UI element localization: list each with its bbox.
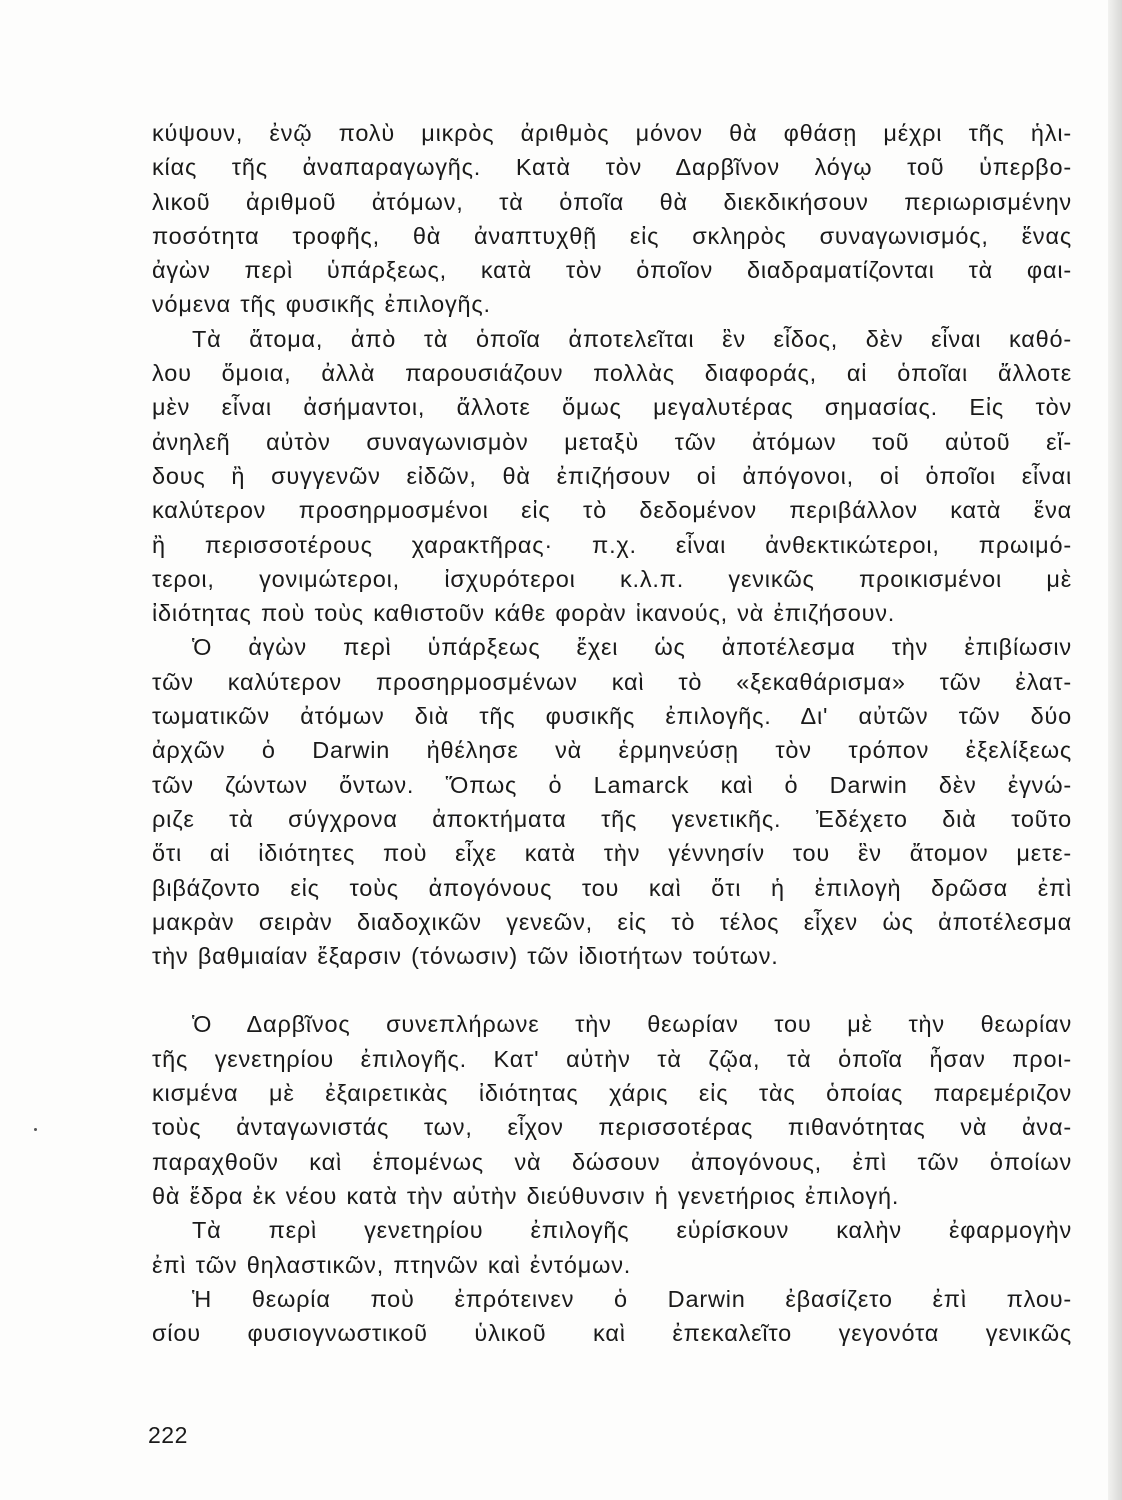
text-line: Τὰ ἄτομα, ἀπὸ τὰ ὁποῖα ἀποτελεῖται ἓν εἶδος, δὲν εἶναι καθό- bbox=[192, 325, 1072, 352]
paragraph bbox=[152, 1213, 1072, 1282]
text-line: δους ἢ συγγενῶν εἰδῶν, θὰ ἐπιζήσουν οἱ ἀπόγονοι, οἱ ὁποῖοι εἶναι bbox=[152, 462, 1072, 489]
paragraph bbox=[152, 1282, 1072, 1351]
text-line: τῆς γενετηρίου ἐπιλογῆς. Κατ' αὐτὴν τὰ ζῷα, τὰ ὁποῖα ἦσαν προι- bbox=[152, 1045, 1072, 1072]
paragraph bbox=[152, 322, 1072, 631]
text-line: ἢ περισσοτέρους χαρακτῆρας· π.χ. εἶναι ἀνθεκτικώτεροι, πρωιμό- bbox=[152, 531, 1072, 558]
text-line: ποσότητα τροφῆς, θὰ ἀναπτυχθῇ εἰς σκληρὸς συναγωνισμός, ἕνας bbox=[152, 222, 1072, 249]
text-line: μὲν εἶναι ἀσήμαντοι, ἄλλοτε ὅμως μεγαλυτέρας σημασίας. Εἰς τὸν bbox=[152, 394, 1072, 421]
section-gap bbox=[152, 973, 1072, 1007]
text-line: Τὰ περὶ γενετηρίου ἐπιλογῆς εὑρίσκουν καλὴν ἐφαρμογὴν bbox=[192, 1217, 1072, 1244]
text-line: νόμενα τῆς φυσικῆς ἐπιλογῆς. bbox=[152, 291, 491, 318]
text-line: βιβάζοντο εἰς τοὺς ἀπογόνους του καὶ ὅτι ἡ ἐπιλογὴ δρῶσα ἐπὶ bbox=[152, 874, 1072, 901]
text-line: κύψουν, ἐνῷ πολὺ μικρὸς ἀριθμὸς μόνον θὰ φθάσῃ μέχρι τῆς ἡλι- bbox=[152, 120, 1072, 146]
text-line: τεροι, γονιμώτεροι, ἰσχυρότεροι κ.λ.π. γενικῶς προικισμένοι μὲ bbox=[152, 565, 1072, 592]
text-line: καλύτερον προσηρμοσμένοι εἰς τὸ δεδομένον περιβάλλον κατὰ ἕνα bbox=[152, 497, 1072, 524]
body-text bbox=[152, 116, 1072, 1350]
text-line: λικοῦ ἀριθμοῦ ἀτόμων, τὰ ὁποῖα θὰ διεκδικήσουν περιωρισμένην bbox=[152, 188, 1072, 215]
paragraph bbox=[152, 116, 1072, 322]
text-line: ἀνηλεῆ αὐτὸν συναγωνισμὸν μεταξὺ τῶν ἀτόμων τοῦ αὐτοῦ εἴ- bbox=[152, 428, 1072, 455]
text-line: ἰδιότητας ποὺ τοὺς καθιστοῦν κάθε φορὰν ἱκανούς, νὰ ἐπιζήσουν. bbox=[152, 600, 896, 627]
text-line: λου ὅμοια, ἀλλὰ παρουσιάζουν πολλὰς διαφοράς, αἱ ὁποῖαι ἄλλοτε bbox=[152, 360, 1072, 387]
margin-speck bbox=[34, 1128, 37, 1131]
text-line: παραχθοῦν καὶ ἑπομένως νὰ δώσουν ἀπογόνους, ἐπὶ τῶν ὁποίων bbox=[152, 1148, 1072, 1175]
text-line: Ὁ Δαρβῖνος συνεπλήρωνε τὴν θεωρίαν του μὲ τὴν θεωρίαν bbox=[192, 1011, 1072, 1038]
paragraph bbox=[152, 630, 1072, 973]
text-line: ἀρχῶν ὁ Darwin ἠθέλησε νὰ ἑρμηνεύσῃ τὸν τρόπον ἐξελίξεως bbox=[152, 737, 1072, 764]
text-line: σίου φυσιογνωστικοῦ ὑλικοῦ καὶ ἐπεκαλεῖτο γεγονότα γενικῶς bbox=[152, 1320, 1072, 1347]
text-line: Ἡ θεωρία ποὺ ἐπρότεινεν ὁ Darwin ἐβασίζετο ἐπὶ πλου- bbox=[192, 1285, 1072, 1312]
paragraph bbox=[152, 1007, 1072, 1213]
text-line: τῶν καλύτερον προσηρμοσμένων καὶ τὸ «ξεκαθάρισμα» τῶν ἐλατ- bbox=[152, 668, 1072, 695]
page-number: 222 bbox=[148, 1422, 188, 1448]
text-line: θὰ ἕδρα ἐκ νέου κατὰ τὴν αὐτὴν διεύθυνσιν ἡ γενετήριος ἐπιλογή. bbox=[152, 1182, 900, 1209]
text-line: Ὁ ἀγὼν περὶ ὑπάρξεως ἔχει ὡς ἀποτέλεσμα τὴν ἐπιβίωσιν bbox=[192, 634, 1072, 661]
text-line: τῶν ζώντων ὄντων. Ὅπως ὁ Lamarck καὶ ὁ Darwin δὲν ἐγνώ- bbox=[152, 771, 1072, 798]
text-line: μακρὰν σειρὰν διαδοχικῶν γενεῶν, εἰς τὸ τέλος εἶχεν ὡς ἀποτέλεσμα bbox=[152, 908, 1072, 935]
text-line: τὴν βαθμιαίαν ἔξαρσιν (τόνωσιν) τῶν ἰδιοτήτων τούτων. bbox=[152, 943, 779, 970]
text-line: κισμένα μὲ ἐξαιρετικὰς ἰδιότητας χάρις εἰς τὰς ὁποίας παρεμέριζον bbox=[152, 1080, 1072, 1107]
text-line: τοὺς ἀνταγωνιστάς των, εἶχον περισσοτέρας πιθανότητας νὰ ἀνα- bbox=[152, 1114, 1072, 1141]
page-edge-shadow bbox=[1108, 0, 1122, 1500]
text-line: κίας τῆς ἀναπαραγωγῆς. Κατὰ τὸν Δαρβῖνον λόγῳ τοῦ ὑπερβο- bbox=[152, 154, 1072, 181]
text-line: ἐπὶ τῶν θηλαστικῶν, πτηνῶν καὶ ἐντόμων. bbox=[152, 1251, 632, 1278]
text-line: ριζε τὰ σύγχρονα ἀποκτήματα τῆς γενετικῆς. Ἐδέχετο διὰ τοῦτο bbox=[152, 805, 1072, 832]
text-line: τωματικῶν ἀτόμων διὰ τῆς φυσικῆς ἐπιλογῆς. Δι' αὐτῶν τῶν δύο bbox=[152, 703, 1072, 730]
text-line: ἀγὼν περὶ ὑπάρξεως, κατὰ τὸν ὁποῖον διαδραματίζονται τὰ φαι- bbox=[152, 257, 1072, 284]
text-line: ὅτι αἱ ἰδιότητες ποὺ εἶχε κατὰ τὴν γέννησίν του ἓν ἄτομον μετε- bbox=[152, 840, 1072, 867]
